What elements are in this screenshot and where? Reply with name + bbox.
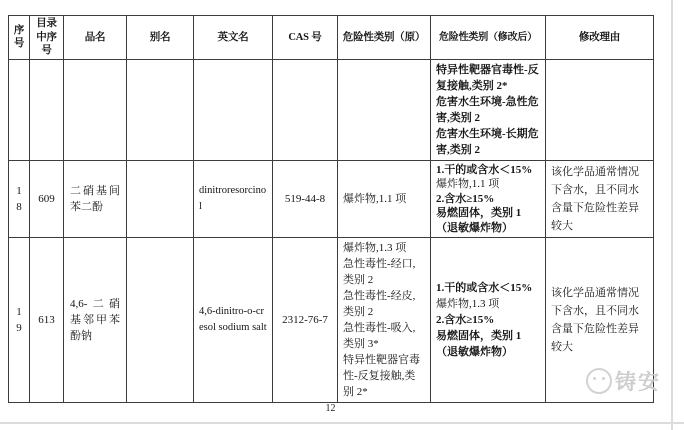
cell-catalog-no bbox=[30, 59, 64, 160]
page-edge-right bbox=[671, 0, 673, 430]
hazard-original-line: 急性毒性-吸入,类别 3* bbox=[343, 322, 416, 350]
col-header-name: 品名 bbox=[64, 16, 127, 60]
watermark-text: 铸安 bbox=[615, 370, 661, 394]
hazard-modified-line: 危害水生环境-长期危害,类别 2 bbox=[436, 127, 539, 156]
cell-english-name bbox=[194, 59, 273, 160]
hazard-original-line: 爆炸物,1.1 项 bbox=[343, 192, 407, 205]
page-number: 12 bbox=[325, 403, 336, 414]
cell-seq: 19 bbox=[9, 238, 30, 403]
cell-hazard-modified bbox=[431, 238, 546, 403]
cell-alias bbox=[127, 160, 194, 238]
hazard-modified-line: 易燃固体，类别 1（退敏爆炸物） bbox=[436, 330, 522, 358]
cell-alias bbox=[127, 59, 194, 160]
cell-catalog-no: 609 bbox=[30, 160, 64, 238]
table-row-continuation bbox=[9, 59, 654, 160]
cell-hazard-original bbox=[338, 238, 431, 403]
cell-cas: 2312-76-7 bbox=[273, 238, 338, 403]
cell-name: 4,6-二硝基邻甲苯酚钠 bbox=[64, 238, 127, 403]
hazard-original-line: 爆炸物,1.3 项 bbox=[343, 242, 407, 254]
cell-reason: 该化学品通常情况下含水，且不同水含量下危险性差异较大 bbox=[546, 238, 654, 403]
hazard-modified-line: 2.含水≥15% bbox=[436, 314, 495, 326]
hazard-modified-line: 1.干的或含水＜15% bbox=[436, 282, 533, 294]
cell-seq bbox=[9, 59, 30, 160]
hazard-modified-line: 危害水生环境-急性危害,类别 2 bbox=[436, 95, 539, 124]
col-header-catalog-no: 目录中序号 bbox=[30, 16, 64, 60]
table-header-row bbox=[9, 16, 654, 60]
cell-name bbox=[64, 59, 127, 160]
cell-cas bbox=[273, 59, 338, 160]
hazard-modified-line: 爆炸物,1.1 项 bbox=[436, 178, 500, 190]
table-row-18 bbox=[9, 160, 654, 238]
col-header-english-name: 英文名 bbox=[194, 16, 273, 60]
cell-hazard-modified bbox=[431, 59, 546, 160]
cell-name: 二硝基间苯二酚 bbox=[64, 160, 127, 238]
cell-seq: 18 bbox=[9, 160, 30, 238]
cell-reason bbox=[546, 59, 654, 160]
hazard-modified-line: 1.干的或含水＜15% bbox=[436, 163, 533, 176]
col-header-reason: 修改理由 bbox=[546, 16, 654, 60]
hazard-original-line: 急性毒性-经口,类别 2 bbox=[343, 258, 416, 286]
page-edge-bottom bbox=[0, 422, 684, 424]
table-row-19 bbox=[9, 238, 654, 403]
col-header-seq: 序号 bbox=[9, 16, 30, 60]
cell-catalog-no: 613 bbox=[30, 238, 64, 403]
hazard-modified-line: 2.含水≥15% bbox=[436, 192, 495, 205]
cell-reason: 该化学品通常情况下含水，且不同水含量下危险性差异较大 bbox=[546, 160, 654, 238]
cell-cas: 519-44-8 bbox=[273, 160, 338, 238]
col-header-cas: CAS 号 bbox=[273, 16, 338, 60]
hazard-original-line: 急性毒性-经皮,类别 2 bbox=[343, 290, 416, 318]
hazard-original-line: 特异性靶器官毒性-反复接触,类别 2* bbox=[343, 354, 420, 398]
col-header-hazard-modified: 危险性类别（修改后） bbox=[431, 16, 546, 60]
hazard-modified-line: 易燃固体，类别 1（退敏爆炸物） bbox=[436, 207, 522, 234]
col-header-alias: 别名 bbox=[127, 16, 194, 60]
cell-english-name: 4,6-dinitro-o-cresol sodium salt bbox=[194, 238, 273, 403]
cell-hazard-modified bbox=[431, 160, 546, 238]
hazard-modified-line: 特异性靶器官毒性-反复接触,类别 2* bbox=[436, 63, 539, 92]
col-header-hazard-original: 危险性类别（原） bbox=[338, 16, 431, 60]
cell-hazard-original bbox=[338, 59, 431, 160]
cell-hazard-original bbox=[338, 160, 431, 238]
hazard-modified-line: 爆炸物,1.3 项 bbox=[436, 298, 500, 310]
hazard-reclassification-table bbox=[8, 15, 654, 403]
cell-alias bbox=[127, 238, 194, 403]
cell-english-name: dinitroresorcinol bbox=[194, 160, 273, 238]
